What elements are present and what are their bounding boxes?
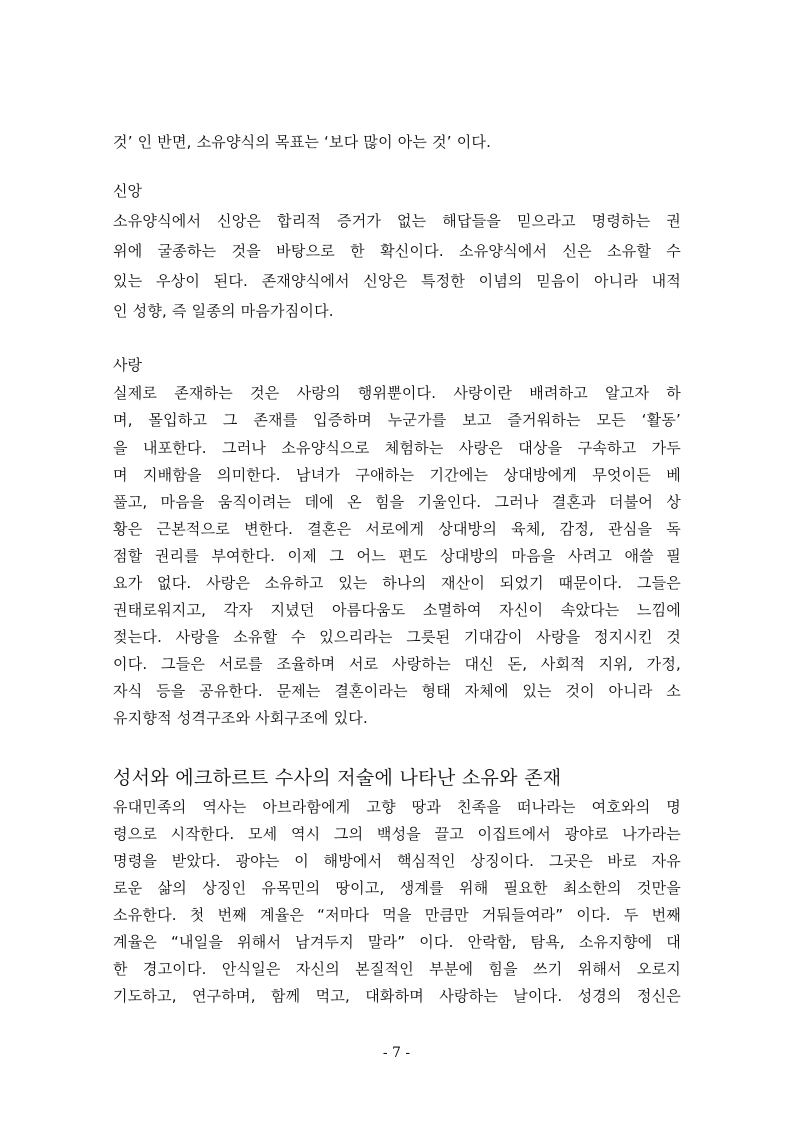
faith-line: 위에 굴종하는 것을 바탕으로 한 확신이다. 소유양식에서 신은 소유할 수: [113, 242, 681, 260]
love-line: 요가 없다. 사랑은 소유하고 있는 하나의 재산이 되었기 때문이다. 그들은: [113, 574, 681, 592]
faith-line: 소유양식에서 신앙은 합리적 증거가 없는 해답들을 믿으라고 명령하는 권: [113, 212, 681, 230]
faith-heading: 신앙: [113, 182, 142, 200]
scripture-line: 계율은 “내일을 위해서 남겨두지 말라” 이다. 안락함, 탐욕, 소유지향에 대: [113, 933, 681, 951]
faith-line: 인 성향, 즉 일종의 마음가짐이다.: [113, 302, 334, 320]
love-line: 풀고, 마음을 움직이려는 데에 온 힘을 기울인다. 그러나 결혼과 더불어 상: [113, 493, 681, 511]
love-line: 자식 등을 공유한다. 문제는 결혼이라는 형태 자체에 있는 것이 아니라 소: [113, 682, 681, 700]
page-number: - 7 -: [382, 1045, 411, 1061]
love-line: 이다. 그들은 서로를 조율하며 서로 사랑하는 대신 돈, 사회적 지위, 가정,: [113, 655, 681, 673]
love-line: 며, 몰입하고 그 존재를 입증하며 누군가를 보고 즐거워하는 모든 ‘활동’: [113, 411, 681, 429]
scripture-line: 명령을 받았다. 광야는 이 해방에서 핵심적인 상징이다. 그곳은 바로 자유: [113, 852, 681, 870]
scripture-line: 한 경고이다. 안식일은 자신의 본질적인 부분에 힘을 쓰기 위해서 오로지: [113, 960, 681, 978]
love-line: 유지향적 성격구조와 사회구조에 있다.: [113, 709, 368, 727]
love-line: 황은 근본적으로 변한다. 결혼은 서로에게 상대방의 육체, 감정, 관심을 독: [113, 520, 681, 538]
love-line: 권태로워지고, 각자 지녔던 아름다움도 소멸하여 자신이 속았다는 느낌에: [113, 601, 681, 619]
love-line: 며 지배함을 의미한다. 남녀가 구애하는 기간에는 상대방에게 무엇이든 베: [113, 466, 681, 484]
faith-line: 있는 우상이 된다. 존재양식에서 신앙은 특정한 이념의 믿음이 아니라 내적: [113, 272, 681, 290]
scripture-line: 유대민족의 역사는 아브라함에게 고향 땅과 친족을 떠나라는 여호와의 명: [113, 798, 681, 816]
section-heading: 성서와 에크하르트 수사의 저술에 나타난 소유와 존재: [113, 767, 562, 789]
scripture-line: 로운 삶의 상징인 유목민의 땅이고, 생계를 위해 필요한 최소한의 것만을: [113, 879, 681, 897]
love-heading: 사랑: [113, 356, 142, 374]
scripture-line: 소유한다. 첫 번째 계율은 “저마다 먹을 만큼만 거둬들여라” 이다. 두 번째: [113, 906, 681, 924]
scripture-line: 기도하고, 연구하며, 함께 먹고, 대화하며 사랑하는 날이다. 성경의 정신은: [113, 987, 681, 1005]
love-line: 을 내포한다. 그러나 소유양식으로 체험하는 사랑은 대상을 구속하고 가두: [113, 439, 681, 457]
scripture-line: 령으로 시작한다. 모세 역시 그의 백성을 끌고 이집트에서 광야로 나가라는: [113, 825, 681, 843]
intro-line: 것’ 인 반면, 소유양식의 목표는 ‘보다 많이 아는 것’ 이다.: [113, 133, 492, 151]
love-line: 젖는다. 사랑을 소유할 수 있으리라는 그릇된 기대감이 사랑을 정지시킨 것: [113, 628, 681, 646]
love-line: 점할 권리를 부여한다. 이제 그 어느 편도 상대방의 마음을 사려고 애쓸 필: [113, 547, 681, 565]
love-line: 실제로 존재하는 것은 사랑의 행위뿐이다. 사랑이란 배려하고 알고자 하: [113, 384, 681, 402]
